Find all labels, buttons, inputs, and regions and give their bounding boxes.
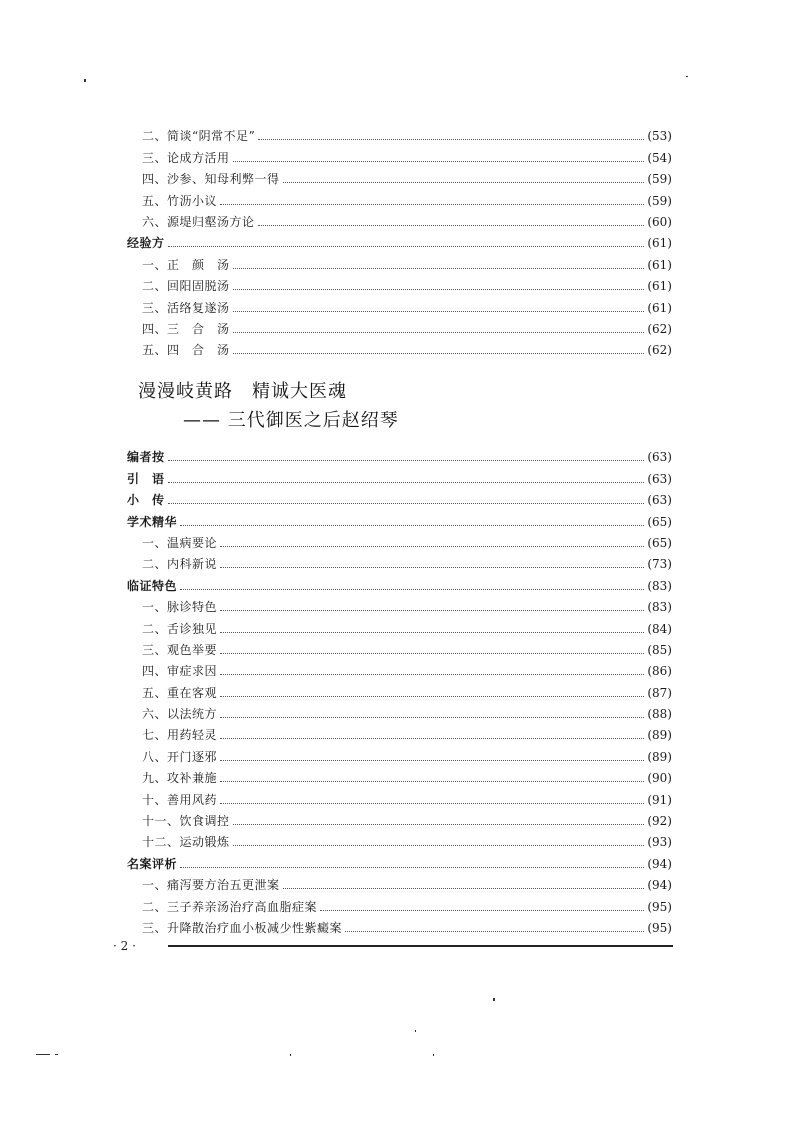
toc-entry[interactable] bbox=[127, 892, 672, 913]
toc-entry-label: 一、痛泻要方治五更泄案 bbox=[142, 878, 280, 893]
toc-entry-page: (86) bbox=[647, 664, 672, 679]
toc-entry[interactable] bbox=[127, 550, 672, 571]
dot-leader bbox=[233, 844, 645, 846]
toc-entry-label: 四、三 合 汤 bbox=[142, 321, 230, 336]
dot-leader bbox=[180, 524, 644, 526]
toc-entry[interactable] bbox=[127, 914, 672, 935]
toc-entry[interactable] bbox=[127, 721, 672, 742]
toc-entry-page: (94) bbox=[647, 856, 672, 871]
toc-entry-page: (95) bbox=[647, 899, 672, 914]
toc-entry-label: 三、论成方活用 bbox=[142, 150, 230, 165]
toc-entry[interactable] bbox=[127, 785, 672, 806]
toc-entry-label: 三、活络复遂汤 bbox=[142, 300, 230, 315]
dot-leader bbox=[220, 203, 644, 205]
dot-leader bbox=[220, 652, 644, 654]
dot-leader bbox=[220, 609, 644, 611]
toc-entry[interactable] bbox=[127, 700, 672, 721]
toc-entry-page: (61) bbox=[647, 279, 672, 294]
dot-leader bbox=[233, 288, 645, 290]
dot-leader bbox=[233, 331, 645, 333]
scan-speck bbox=[493, 998, 495, 1001]
scan-speck bbox=[55, 1054, 58, 1055]
dot-leader bbox=[168, 459, 645, 461]
toc-entry[interactable] bbox=[127, 507, 672, 528]
toc-entry-label: 临证特色 bbox=[127, 578, 178, 593]
toc-entry-page: (84) bbox=[647, 621, 672, 636]
dot-leader bbox=[233, 267, 645, 269]
dot-leader bbox=[220, 780, 644, 782]
toc-entry-label: 二、内科新说 bbox=[142, 557, 218, 572]
toc-entry-page: (53) bbox=[647, 129, 672, 144]
toc-entry-page: (65) bbox=[647, 535, 672, 550]
toc-entry-page: (90) bbox=[647, 771, 672, 786]
toc-entry[interactable] bbox=[127, 742, 672, 763]
toc-entry-label: 四、审症求因 bbox=[142, 664, 218, 679]
toc-entry-page: (95) bbox=[647, 920, 672, 935]
toc-entry[interactable] bbox=[127, 571, 672, 592]
toc-entry-page: (59) bbox=[647, 172, 672, 187]
toc-entry[interactable] bbox=[127, 636, 672, 657]
dot-leader bbox=[180, 866, 644, 868]
toc-entry-label: 十一、饮食调控 bbox=[142, 814, 230, 829]
scan-speck bbox=[686, 76, 688, 77]
toc-entry[interactable] bbox=[127, 336, 672, 357]
dot-leader bbox=[180, 588, 644, 590]
toc-entry-label: 二、三子养亲汤治疗高血脂症案 bbox=[142, 899, 318, 914]
toc-list-top bbox=[127, 122, 672, 357]
scan-speck bbox=[36, 1054, 50, 1055]
toc-entry[interactable] bbox=[127, 614, 672, 635]
footer-rule bbox=[168, 945, 673, 947]
section-subtitle: —— 三代御医之后赵绍琴 bbox=[183, 410, 399, 431]
dot-leader bbox=[220, 802, 644, 804]
toc-entry-label: 学术精华 bbox=[127, 514, 178, 529]
toc-entry-page: (73) bbox=[647, 557, 672, 572]
toc-entry-page: (62) bbox=[647, 321, 672, 336]
dot-leader bbox=[168, 481, 645, 483]
toc-entry-label: 八、开门逐邪 bbox=[142, 749, 218, 764]
page-footer bbox=[113, 938, 673, 954]
toc-entry-page: (91) bbox=[647, 792, 672, 807]
toc-entry-label: 名案评析 bbox=[127, 856, 178, 871]
scan-speck bbox=[290, 1054, 291, 1056]
toc-entry[interactable] bbox=[127, 593, 672, 614]
dot-leader bbox=[220, 695, 644, 697]
toc-entry-page: (83) bbox=[647, 578, 672, 593]
dot-leader bbox=[320, 909, 644, 911]
toc-entry-page: (83) bbox=[647, 600, 672, 615]
dot-leader bbox=[233, 160, 645, 162]
dot-leader bbox=[220, 737, 644, 739]
toc-entry-label: 四、沙参、知母利弊一得 bbox=[142, 172, 280, 187]
dot-leader bbox=[220, 631, 644, 633]
toc-entry[interactable] bbox=[127, 250, 672, 271]
toc-entry-label: 六、源堤归壑汤方论 bbox=[142, 214, 255, 229]
toc-list-bottom bbox=[127, 443, 672, 935]
toc-entry-label: 五、四 合 汤 bbox=[142, 343, 230, 358]
toc-entry-page: (87) bbox=[647, 685, 672, 700]
toc-entry-label: 二、回阳固脱汤 bbox=[142, 279, 230, 294]
toc-entry-label: 七、用药轻灵 bbox=[142, 728, 218, 743]
dot-leader bbox=[168, 502, 645, 504]
toc-entry-label: 二、舌诊独见 bbox=[142, 621, 218, 636]
toc-entry-label: 十二、运动锻炼 bbox=[142, 835, 230, 850]
dot-leader bbox=[233, 352, 645, 354]
toc-entry-page: (63) bbox=[647, 450, 672, 465]
toc-entry-page: (93) bbox=[647, 835, 672, 850]
toc-entry[interactable] bbox=[127, 678, 672, 699]
toc-entry-label: 一、温病要论 bbox=[142, 535, 218, 550]
page-number: · 2 · bbox=[113, 939, 136, 953]
toc-entry-label: 编者按 bbox=[127, 450, 165, 465]
dot-leader bbox=[233, 823, 645, 825]
dot-leader bbox=[258, 224, 645, 226]
toc-entry-page: (61) bbox=[647, 257, 672, 272]
toc-entry[interactable] bbox=[127, 828, 672, 849]
toc-entry-label: 十、善用风药 bbox=[142, 792, 218, 807]
dot-leader bbox=[258, 138, 644, 140]
toc-entry-page: (54) bbox=[647, 150, 672, 165]
toc-entry-label: 小 传 bbox=[127, 493, 165, 508]
dot-leader bbox=[283, 887, 645, 889]
toc-entry-page: (61) bbox=[647, 300, 672, 315]
dot-leader bbox=[345, 930, 644, 932]
toc-entry[interactable] bbox=[127, 529, 672, 550]
toc-entry[interactable] bbox=[127, 464, 672, 485]
toc-entry[interactable] bbox=[127, 871, 672, 892]
toc-entry-page: (94) bbox=[647, 878, 672, 893]
toc-entry[interactable] bbox=[127, 165, 672, 186]
toc-entry-page: (61) bbox=[647, 236, 672, 251]
toc-entry-label: 六、以法统方 bbox=[142, 707, 218, 722]
toc-entry-label: 三、观色举要 bbox=[142, 642, 218, 657]
toc-entry-label: 二、简谈“阴常不足” bbox=[142, 129, 256, 144]
dot-leader bbox=[220, 673, 644, 675]
toc-entry[interactable] bbox=[127, 657, 672, 678]
toc-entry[interactable] bbox=[127, 208, 672, 229]
dot-leader bbox=[220, 566, 644, 568]
toc-entry[interactable] bbox=[127, 186, 672, 207]
toc-entry-label: 五、重在客观 bbox=[142, 685, 218, 700]
toc-entry-page: (59) bbox=[647, 193, 672, 208]
dot-leader bbox=[220, 716, 644, 718]
toc-entry[interactable] bbox=[127, 272, 672, 293]
scan-speck bbox=[415, 1030, 416, 1032]
toc-entry-label: 一、脉诊特色 bbox=[142, 600, 218, 615]
dot-leader bbox=[283, 181, 645, 183]
scan-speck bbox=[84, 79, 86, 82]
toc-entry-page: (65) bbox=[647, 514, 672, 529]
toc-entry[interactable] bbox=[127, 293, 672, 314]
toc-entry[interactable] bbox=[127, 486, 672, 507]
dot-leader bbox=[233, 310, 645, 312]
toc-entry[interactable] bbox=[127, 849, 672, 870]
toc-entry-label: 经验方 bbox=[127, 236, 165, 251]
toc-entry-page: (60) bbox=[647, 214, 672, 229]
toc-entry[interactable] bbox=[127, 443, 672, 464]
toc-entry[interactable] bbox=[127, 315, 672, 336]
toc-entry[interactable] bbox=[127, 764, 672, 785]
toc-entry-label: 引 语 bbox=[127, 471, 165, 486]
toc-entry[interactable] bbox=[127, 122, 672, 143]
toc-entry[interactable] bbox=[127, 229, 672, 250]
toc-entry-label: 五、竹沥小议 bbox=[142, 193, 218, 208]
dot-leader bbox=[220, 545, 644, 547]
toc-entry-page: (89) bbox=[647, 728, 672, 743]
toc-entry-label: 一、正 颜 汤 bbox=[142, 257, 230, 272]
toc-entry-page: (62) bbox=[647, 343, 672, 358]
toc-entry-page: (63) bbox=[647, 493, 672, 508]
dot-leader bbox=[168, 245, 645, 247]
scan-speck bbox=[433, 1054, 434, 1056]
toc-entry-label: 九、攻补兼施 bbox=[142, 771, 218, 786]
dot-leader bbox=[220, 759, 644, 761]
section-title: 漫漫岐黄路 精诚大医魂 bbox=[138, 381, 347, 402]
toc-entry[interactable] bbox=[127, 143, 672, 164]
toc-entry-page: (89) bbox=[647, 749, 672, 764]
toc-entry[interactable] bbox=[127, 807, 672, 828]
toc-entry-page: (63) bbox=[647, 471, 672, 486]
toc-entry-label: 三、升降散治疗血小板减少性紫癜案 bbox=[142, 920, 343, 935]
toc-entry-page: (92) bbox=[647, 814, 672, 829]
toc-entry-page: (85) bbox=[647, 642, 672, 657]
toc-entry-page: (88) bbox=[647, 707, 672, 722]
